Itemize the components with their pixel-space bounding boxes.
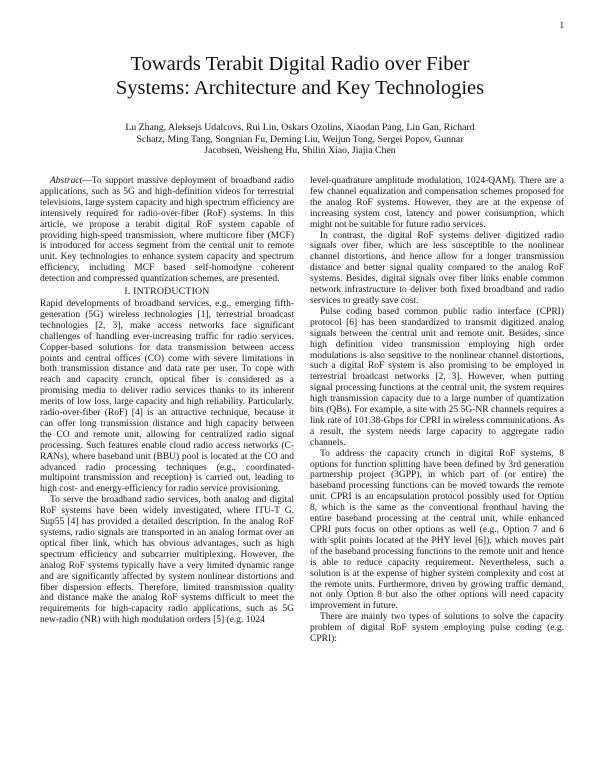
authors-line-1: Lu Zhang, Aleksejs Udalcovs, Rui Lin, Oskars Ozolins, Xiaodan Pang, Lin Gan, Richard bbox=[125, 122, 475, 133]
body-paragraph: To address the capacity crunch in digital RoF systems, 8 options for function splitting have been defined by 3rd generation partnership project (3GPP), in which part of (or entire) the baseband processing functions can be moved towards the remote unit. CPRI is an encapsulation protocol possibly used for Option 8, which is the same as the conventional fronthaul having the entire baseband processing at the central unit, while enhanced CPRI puts focus on other options as well (e.g., Option 7 and 6 with split points located at the PHY level [6]), which moves part of the baseband processing functions to the remote unit and hence is able to reduce capacity requirement. Nevertheless, such a solution is at the expense of higher system complexity and cost at the remote units. Furthermore, driven by growing traffic demand, not only Option 8 but also the other options will need capacity improvement in future. bbox=[310, 448, 564, 612]
title-line-1: Towards Terabit Digital Radio over Fiber bbox=[130, 53, 470, 75]
right-column bbox=[310, 176, 564, 756]
abstract bbox=[40, 176, 294, 285]
paper-title bbox=[40, 52, 560, 100]
left-column bbox=[40, 176, 294, 756]
body-paragraph: To serve the broadband radio services, both analog and digital RoF systems have been widely investigated, where ITU-T G. Sup55 [4] has provided a detailed description. In the analog RoF systems, radio signals are transported in an analog format over an optical fiber link, which has obvious advantages, such as high spectrum efficiency and subcarrier multiplexing. However, the analog RoF systems typically have a very limited dynamic range and are significantly affected by system nonlinear distortions and fiber dispersion effects. Therefore, limited transmission quality and distance make the analog RoF systems difficult to meet the requirements for high-capacity radio applications, such as 5G new-radio (NR) with high modulation orders [5] (e.g. 1024 bbox=[40, 495, 294, 626]
body-paragraph: level-quadrature amplitude modulation, 1024-QAM). There are a few channel equalization and compensation schemes proposed for the analog RoF systems. However, they are at the expense of increasing system cost, latency and power consumption, which might not be suitable for future radio services. bbox=[310, 176, 564, 230]
abstract-label: Abstract bbox=[50, 176, 83, 186]
title-line-2: Systems: Architecture and Key Technologies bbox=[115, 77, 485, 99]
body-paragraph: In contrast, the digital RoF systems deliver digitized radio signals over fiber, which are less susceptible to the nonlinear channel distortions, and hence allow for a longer transmission distance and better signal quality compared to the analog RoF systems. Besides, digital signals over fiber links enable common network infrastructure to deliver both fixed broadband and radio services to greatly save cost. bbox=[310, 230, 564, 306]
abstract-text: —To support massive deployment of broadband radio applications, such as 5G and high-definition videos for terrestrial televisions, large system capacity and high spectrum efficiency are intensively required for radio-over-fiber (RoF) systems. In this article, we propose a terabit digital RoF system capable of providing high-speed transmission, where multicore fiber (MCF) is introduced for access segment from the central unit to remote unit. Key technologies to enhance system capacity and spectrum efficiency, including MCF based self-homodyne coherent detection and compressed quantization schemes, are presented. bbox=[40, 176, 294, 285]
page-number: 1 bbox=[559, 20, 564, 30]
authors-line-3: Jacobsen, Weisheng Hu, Shilin Xiao, Jiajia Chen bbox=[204, 145, 396, 156]
section-heading-introduction: I. INTRODUCTION bbox=[124, 286, 210, 298]
body-paragraph: Rapid developments of broadband services, e.g., emerging fifth-generation (5G) wireless technologies [1], terrestrial broadcast technologies [2, 3], make access networks face significant challenges of handling ever-increasing traffic for radio services. Copper-based solutions for data transmission between access points and central offices (CO) come with severe limitations in both transmission distance and data rate per user. To cope with reach and capacity crunch, optical fiber is considered as a promising media to deliver radio services thanks to its inherent merits of low loss, large capacity and high reliability. Particularly, radio-over-fiber (RoF) [4] is an attractive technique, because it can offer long transmission distance and high capacity between the CO and remote unit, allowing for centralized radio signal processing. Such features enable cloud radio access networks (C-RANs), where baseband unit (BBU) pool is located at the CO and advanced radio processing techniques (e.g., coordinated-multipoint transmission and reception) is carried out, leading to high cost- and energy-efficiency for radio service provisioning. bbox=[40, 298, 294, 495]
body-paragraph: There are mainly two types of solutions to solve the capacity problem of digital RoF system employing pulse coding (e.g. CPRI): bbox=[310, 612, 564, 645]
authors-line-2: Schatz, Ming Tang, Songnian Fu, Deming Liu, Weijun Tong, Sergei Popov, Gunnar bbox=[136, 133, 464, 145]
body-paragraph: Pulse coding based common public radio interface (CPRI) protocol [6] has been standardized to transmit digitized analog signals between the central unit and remote unit. Besides, since high definition video transmission employing high order modulations is also sensitive to the nonlinear channel distortions, such a digital RoF system is also promising to be employed in terrestrial broadcast networks [2, 3]. However, when putting signal processing functions at the central unit, the system requires high transmission capacity due to a large number of quantization bits (QBs). For example, a site with 25 5G-NR channels requires a link rate of 101.38-Gbps for CPRI in wireless communications. As a result, the system needs large capacity to aggregate radio channels. bbox=[310, 306, 564, 448]
author-list bbox=[70, 122, 530, 157]
